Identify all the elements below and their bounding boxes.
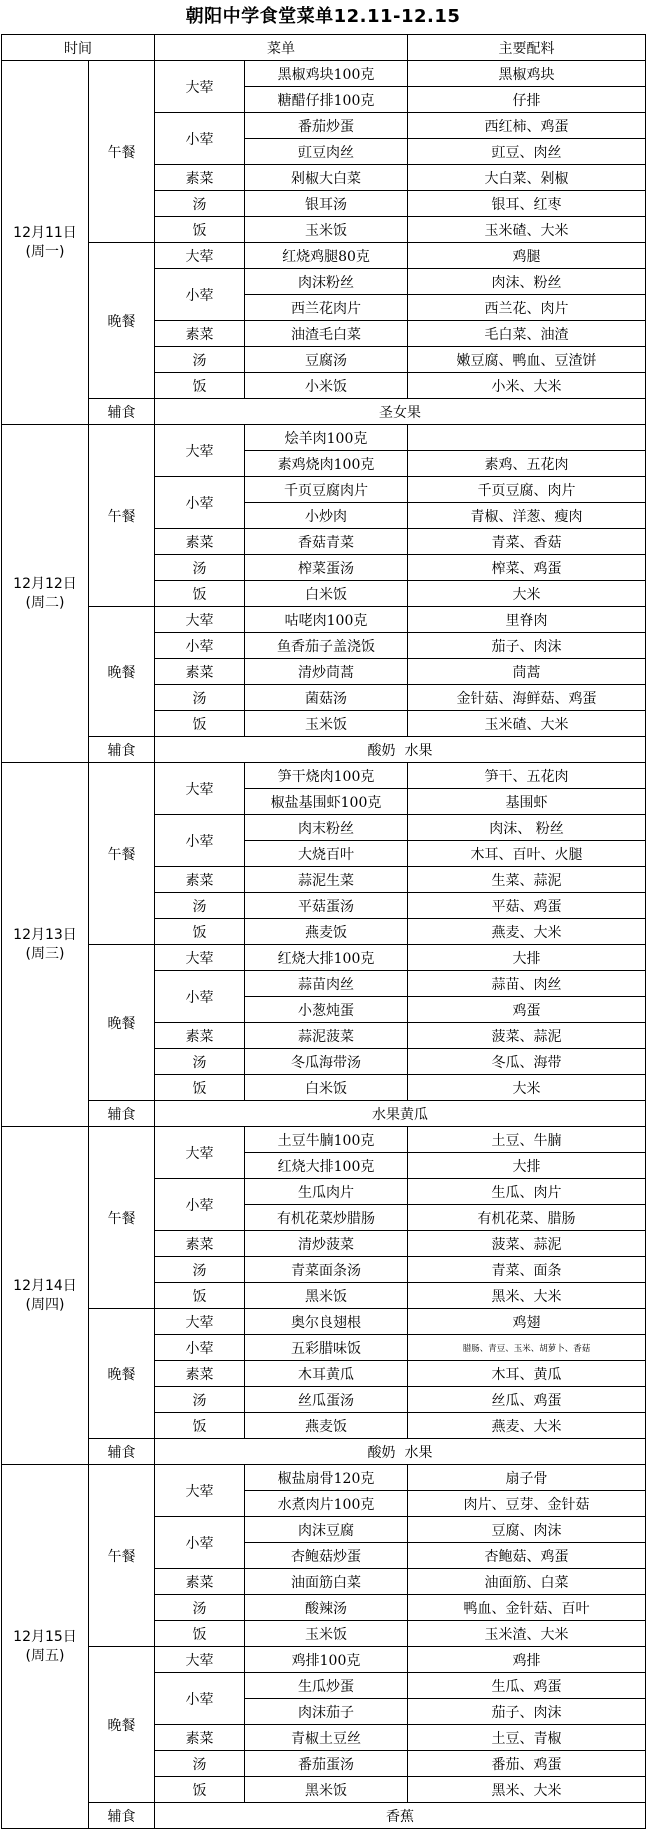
extra-label: 辅食 [89,1803,155,1829]
page-title: 朝阳中学食堂菜单12.11-12.15 [185,6,461,27]
dish-cell: 木耳黄瓜 [245,1361,408,1387]
ingredients-cell: 大米 [408,1075,646,1101]
extra-value: 圣女果 [155,399,646,425]
category-cell: 素菜 [155,1023,245,1049]
category-cell: 大荤 [155,61,245,113]
category-cell: 汤 [155,1595,245,1621]
category-cell: 大荤 [155,243,245,269]
dish-cell: 五彩腊味饭 [245,1335,408,1361]
ingredients-cell: 毛白菜、油渣 [408,321,646,347]
meal-label: 午餐 [89,1465,155,1647]
ingredients-cell: 小米、大米 [408,373,646,399]
category-cell: 素菜 [155,165,245,191]
ingredients-cell: 鸭血、金针菇、百叶 [408,1595,646,1621]
ingredients-cell: 大米 [408,581,646,607]
category-cell: 饭 [155,1413,245,1439]
dish-cell: 水煮肉片100克 [245,1491,408,1517]
category-cell: 汤 [155,1257,245,1283]
dish-cell: 素鸡烧肉100克 [245,451,408,477]
header-menu: 菜单 [155,35,408,61]
category-cell: 小荤 [155,1673,245,1725]
meal-label: 午餐 [89,61,155,243]
category-cell: 素菜 [155,1361,245,1387]
ingredients-cell: 油面筋、白菜 [408,1569,646,1595]
table-row [2,243,646,269]
dish-cell: 蒜苗肉丝 [245,971,408,997]
day-label [2,763,89,1127]
dish-cell: 鸡排100克 [245,1647,408,1673]
dish-cell: 蒜泥生菜 [245,867,408,893]
dish-cell: 糖醋仔排100克 [245,87,408,113]
category-cell: 小荤 [155,113,245,165]
day-date: 12月12日 [13,575,77,592]
ingredients-cell: 土豆、青椒 [408,1725,646,1751]
category-cell: 饭 [155,1283,245,1309]
category-cell: 汤 [155,347,245,373]
day-date: 12月15日 [13,1628,77,1645]
ingredients-cell: 生菜、蒜泥 [408,867,646,893]
dish-cell: 大烧百叶 [245,841,408,867]
ingredients-cell: 大排 [408,945,646,971]
dish-cell: 小米饭 [245,373,408,399]
dish-cell: 清炒茼蒿 [245,659,408,685]
dish-cell: 烩羊肉100克 [245,425,408,451]
dish-cell: 土豆牛腩100克 [245,1127,408,1153]
header-row [2,35,646,61]
dish-cell: 油面筋白菜 [245,1569,408,1595]
ingredients-cell: 榨菜、鸡蛋 [408,555,646,581]
extra-value: 酸奶 水果 [155,737,646,763]
table-row [2,61,646,87]
table-row [2,425,646,451]
dish-cell: 榨菜蛋汤 [245,555,408,581]
ingredients-cell: 银耳、红枣 [408,191,646,217]
ingredients-cell: 肉片、豆芽、金针菇 [408,1491,646,1517]
ingredients-cell: 青椒、洋葱、瘦肉 [408,503,646,529]
table-row [2,1309,646,1335]
dish-cell: 有机花菜炒腊肠 [245,1205,408,1231]
extra-label: 辅食 [89,399,155,425]
category-cell: 汤 [155,893,245,919]
category-cell: 小荤 [155,477,245,529]
ingredients-cell: 土豆、牛腩 [408,1127,646,1153]
ingredients-cell: 嫩豆腐、鸭血、豆渣饼 [408,347,646,373]
table-row [2,945,646,971]
ingredients-cell: 平菇、鸡蛋 [408,893,646,919]
category-cell: 小荤 [155,815,245,867]
ingredients-cell: 腊肠、青豆、玉米、胡萝卜、香菇 [408,1335,646,1361]
dish-cell: 红烧鸡腿80克 [245,243,408,269]
dish-cell: 玉米饭 [245,711,408,737]
dish-cell: 番茄炒蛋 [245,113,408,139]
dish-cell: 菌菇汤 [245,685,408,711]
extra-row [2,1439,646,1465]
table-row [2,1127,646,1153]
category-cell: 饭 [155,1621,245,1647]
extra-row [2,1101,646,1127]
dish-cell: 椒盐扇骨120克 [245,1465,408,1491]
dish-cell: 黑米饭 [245,1283,408,1309]
category-cell: 小荤 [155,1335,245,1361]
day-label [2,61,89,425]
ingredients-cell: 有机花菜、腊肠 [408,1205,646,1231]
dish-cell: 燕麦饭 [245,919,408,945]
day-weekday: (周二) [25,594,65,611]
ingredients-cell: 玉米渣、大米 [408,1621,646,1647]
ingredients-cell: 金针菇、海鲜菇、鸡蛋 [408,685,646,711]
ingredients-cell: 菠菜、蒜泥 [408,1023,646,1049]
ingredients-cell: 丝瓜、鸡蛋 [408,1387,646,1413]
ingredients-cell: 木耳、黄瓜 [408,1361,646,1387]
ingredients-cell: 大白菜、剁椒 [408,165,646,191]
day-date: 12月11日 [13,224,77,241]
menu-body [2,61,646,1829]
ingredients-cell: 茄子、肉沫 [408,1699,646,1725]
extra-value: 水果黄瓜 [155,1101,646,1127]
dish-cell: 清炒菠菜 [245,1231,408,1257]
ingredients-cell: 青菜、香菇 [408,529,646,555]
ingredients-cell [408,425,646,451]
category-cell: 汤 [155,1049,245,1075]
day-weekday: (周三) [25,945,65,962]
ingredients-cell: 豆腐、肉沫 [408,1517,646,1543]
ingredients-cell: 木耳、百叶、火腿 [408,841,646,867]
dish-cell: 肉沫粉丝 [245,269,408,295]
category-cell: 饭 [155,217,245,243]
ingredients-cell: 冬瓜、海带 [408,1049,646,1075]
ingredients-cell: 黑椒鸡块 [408,61,646,87]
dish-cell: 肉末粉丝 [245,815,408,841]
day-weekday: (周五) [25,1647,65,1664]
ingredients-cell: 茼蒿 [408,659,646,685]
category-cell: 饭 [155,711,245,737]
dish-cell: 椒盐基围虾100克 [245,789,408,815]
header-time: 时间 [2,35,155,61]
category-cell: 饭 [155,373,245,399]
ingredients-cell: 鸡翅 [408,1309,646,1335]
day-label [2,1465,89,1829]
ingredients-cell: 扇子骨 [408,1465,646,1491]
ingredients-cell: 肉沫、 粉丝 [408,815,646,841]
dish-cell: 千页豆腐肉片 [245,477,408,503]
dish-cell: 奥尔良翅根 [245,1309,408,1335]
ingredients-cell: 菠菜、蒜泥 [408,1231,646,1257]
dish-cell: 生瓜肉片 [245,1179,408,1205]
category-cell: 素菜 [155,659,245,685]
dish-cell: 冬瓜海带汤 [245,1049,408,1075]
category-cell: 素菜 [155,1569,245,1595]
meal-label: 午餐 [89,425,155,607]
ingredients-cell: 番茄、鸡蛋 [408,1751,646,1777]
category-cell: 素菜 [155,529,245,555]
table-row [2,763,646,789]
dish-cell: 红烧大排100克 [245,1153,408,1179]
dish-cell: 香菇青菜 [245,529,408,555]
dish-cell: 剁椒大白菜 [245,165,408,191]
category-cell: 饭 [155,1777,245,1803]
ingredients-cell: 青菜、面条 [408,1257,646,1283]
category-cell: 素菜 [155,1725,245,1751]
extra-row [2,399,646,425]
dish-cell: 白米饭 [245,1075,408,1101]
category-cell: 素菜 [155,1231,245,1257]
table-row [2,607,646,633]
table-row [2,1647,646,1673]
extra-label: 辅食 [89,1101,155,1127]
dish-cell: 黑椒鸡块100克 [245,61,408,87]
header-ingredients: 主要配料 [408,35,646,61]
category-cell: 素菜 [155,321,245,347]
category-cell: 大荤 [155,1465,245,1517]
dish-cell: 玉米饭 [245,1621,408,1647]
dish-cell: 玉米饭 [245,217,408,243]
table-row [2,1465,646,1491]
category-cell: 汤 [155,555,245,581]
ingredients-cell: 基围虾 [408,789,646,815]
menu-table [1,34,646,1829]
meal-label: 晚餐 [89,243,155,399]
dish-cell: 笋干烧肉100克 [245,763,408,789]
ingredients-cell: 生瓜、肉片 [408,1179,646,1205]
dish-cell: 蒜泥菠菜 [245,1023,408,1049]
meal-label: 晚餐 [89,607,155,737]
category-cell: 大荤 [155,1127,245,1179]
category-cell: 小荤 [155,633,245,659]
category-cell: 汤 [155,191,245,217]
dish-cell: 咕咾肉100克 [245,607,408,633]
ingredients-cell: 西红柿、鸡蛋 [408,113,646,139]
day-label [2,1127,89,1465]
category-cell: 汤 [155,1387,245,1413]
ingredients-cell: 玉米碴、大米 [408,711,646,737]
category-cell: 大荤 [155,1647,245,1673]
meal-label: 晚餐 [89,1309,155,1439]
category-cell: 素菜 [155,867,245,893]
category-cell: 大荤 [155,763,245,815]
ingredients-cell: 鸡蛋 [408,997,646,1023]
extra-row [2,1803,646,1829]
day-date: 12月13日 [13,926,77,943]
category-cell: 饭 [155,1075,245,1101]
dish-cell: 杏鲍菇炒蛋 [245,1543,408,1569]
dish-cell: 丝瓜蛋汤 [245,1387,408,1413]
dish-cell: 白米饭 [245,581,408,607]
dish-cell: 红烧大排100克 [245,945,408,971]
dish-cell: 青菜面条汤 [245,1257,408,1283]
ingredients-cell: 杏鲍菇、鸡蛋 [408,1543,646,1569]
meal-label: 午餐 [89,1127,155,1309]
category-cell: 大荤 [155,945,245,971]
dish-cell: 小炒肉 [245,503,408,529]
dish-cell: 黑米饭 [245,1777,408,1803]
ingredients-cell: 千页豆腐、肉片 [408,477,646,503]
extra-row [2,737,646,763]
meal-label: 晚餐 [89,1647,155,1803]
day-weekday: (周四) [25,1296,65,1313]
day-date: 12月14日 [13,1277,77,1294]
extra-value: 酸奶 水果 [155,1439,646,1465]
ingredients-cell: 燕麦、大米 [408,1413,646,1439]
dish-cell: 鱼香茄子盖浇饭 [245,633,408,659]
meal-label: 午餐 [89,763,155,945]
category-cell: 小荤 [155,1517,245,1569]
ingredients-cell: 西兰花、肉片 [408,295,646,321]
category-cell: 小荤 [155,1179,245,1231]
dish-cell: 青椒土豆丝 [245,1725,408,1751]
dish-cell: 油渣毛白菜 [245,321,408,347]
ingredients-cell: 里脊肉 [408,607,646,633]
dish-cell: 番茄蛋汤 [245,1751,408,1777]
day-weekday: (周一) [25,243,65,260]
dish-cell: 西兰花肉片 [245,295,408,321]
dish-cell: 燕麦饭 [245,1413,408,1439]
dish-cell: 平菇蛋汤 [245,893,408,919]
category-cell: 小荤 [155,269,245,321]
ingredients-cell: 黑米、大米 [408,1283,646,1309]
ingredients-cell: 肉沫、粉丝 [408,269,646,295]
category-cell: 小荤 [155,971,245,1023]
category-cell: 大荤 [155,425,245,477]
category-cell: 汤 [155,1751,245,1777]
dish-cell: 生瓜炒蛋 [245,1673,408,1699]
ingredients-cell: 燕麦、大米 [408,919,646,945]
extra-value: 香蕉 [155,1803,646,1829]
category-cell: 汤 [155,685,245,711]
dish-cell: 肉沫豆腐 [245,1517,408,1543]
ingredients-cell: 茄子、肉沫 [408,633,646,659]
dish-cell: 酸辣汤 [245,1595,408,1621]
ingredients-cell: 大排 [408,1153,646,1179]
dish-cell: 小葱炖蛋 [245,997,408,1023]
dish-cell: 肉沫茄子 [245,1699,408,1725]
meal-label: 晚餐 [89,945,155,1101]
dish-cell: 豆腐汤 [245,347,408,373]
ingredients-cell: 鸡腿 [408,243,646,269]
ingredients-cell: 黑米、大米 [408,1777,646,1803]
dish-cell: 豇豆肉丝 [245,139,408,165]
ingredients-cell: 笋干、五花肉 [408,763,646,789]
extra-label: 辅食 [89,737,155,763]
category-cell: 大荤 [155,1309,245,1335]
ingredients-cell: 素鸡、五花肉 [408,451,646,477]
category-cell: 饭 [155,581,245,607]
category-cell: 饭 [155,919,245,945]
ingredients-cell: 仔排 [408,87,646,113]
ingredients-cell: 玉米碴、大米 [408,217,646,243]
dish-cell: 银耳汤 [245,191,408,217]
ingredients-cell: 鸡排 [408,1647,646,1673]
day-label [2,425,89,763]
category-cell: 大荤 [155,607,245,633]
ingredients-cell: 豇豆、肉丝 [408,139,646,165]
ingredients-cell: 生瓜、鸡蛋 [408,1673,646,1699]
ingredients-cell: 蒜苗、肉丝 [408,971,646,997]
extra-label: 辅食 [89,1439,155,1465]
